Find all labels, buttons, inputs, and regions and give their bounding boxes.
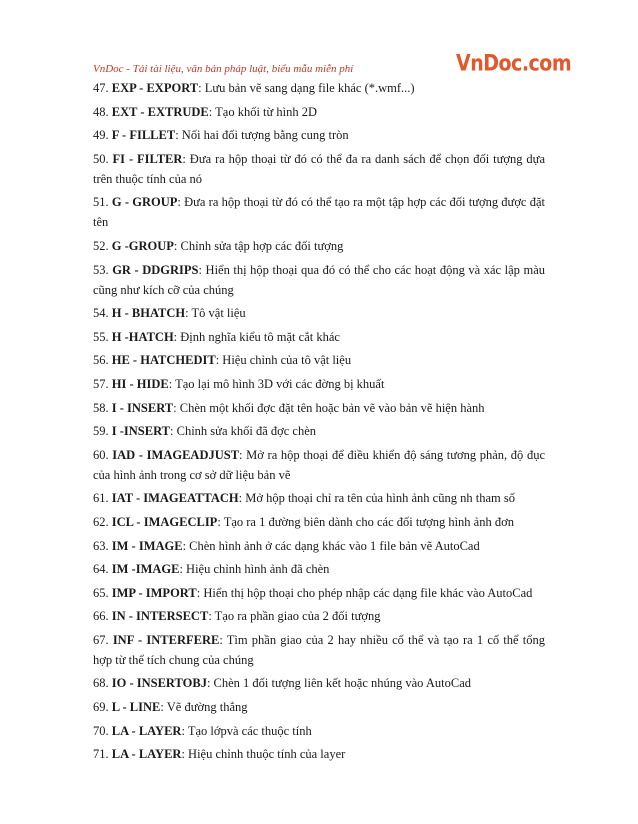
entry-number: 59. <box>93 424 109 439</box>
command-description: : Nối hai đối tượng bằng cung tròn <box>175 128 349 143</box>
command-entry <box>93 559 545 579</box>
entry-number: 57. <box>93 376 109 391</box>
command-name: IO - INSERTOBJ <box>111 676 207 691</box>
vndoc-logo[interactable]: VnDoc.com <box>456 51 572 77</box>
entry-number: 51. <box>93 195 109 210</box>
command-name: IM -IMAGE <box>111 562 180 577</box>
command-name: I -INSERT <box>111 424 171 439</box>
entry-number: 48. <box>93 104 109 119</box>
entry-number: 69. <box>93 700 109 715</box>
entry-number: 68. <box>93 676 109 691</box>
entry-number: 47. <box>93 81 109 95</box>
command-description: : Hiển thị hộp thoại cho phép nhập các dạng file khác vào AutoCad <box>196 585 533 600</box>
command-name: IAT - IMAGEATTACH <box>111 491 239 506</box>
command-entry <box>93 744 545 764</box>
command-description: : Chèn hình ảnh ở các dạng khác vào 1 file bản vẽ AutoCad <box>182 538 480 553</box>
command-entry <box>93 512 545 532</box>
command-description: : Mở hộp thoại chỉ ra tên của hình ảnh cũng nh tham số <box>238 491 515 506</box>
command-entry <box>93 350 545 370</box>
command-name: INF - INTERFERE <box>112 632 220 647</box>
command-entry <box>93 236 545 256</box>
command-description: : Chèn một khối đợc đặt tên hoặc bản vẽ vào bản vẽ hiện hành <box>173 400 485 415</box>
command-entry <box>93 192 545 232</box>
command-name: G - GROUP <box>111 195 178 210</box>
command-name: ICL - IMAGECLIP <box>111 514 218 529</box>
command-description: : Chỉnh sửa tập hợp các đối tượng <box>173 238 344 253</box>
command-entry <box>93 149 545 189</box>
command-description: : Chèn 1 đối tượng liên kết hoặc nhúng vào AutoCad <box>206 676 471 691</box>
entry-number: 54. <box>93 306 109 321</box>
command-entry <box>93 673 545 693</box>
command-description: : Lưu bản vẽ sang dạng file khác (*.wmf...) <box>198 81 415 95</box>
command-description: : Hiển thị hộp thoại qua đó có thể cho các hoạt động và xác lập màu cũng như kích cỡ của chúng <box>93 262 546 297</box>
entry-number: 55. <box>93 329 109 344</box>
command-name: HI - HIDE <box>111 376 169 391</box>
command-name: LA - LAYER <box>111 747 182 762</box>
command-name: H - BHATCH <box>111 306 186 321</box>
command-entry <box>93 630 545 670</box>
command-name: IMP - IMPORT <box>111 585 197 600</box>
command-name: FI - FILTER <box>112 151 183 166</box>
command-entry <box>93 374 545 394</box>
command-entry <box>93 125 545 145</box>
entry-number: 67. <box>93 632 109 647</box>
command-name: IM - IMAGE <box>111 538 183 553</box>
entry-number: 70. <box>93 723 109 738</box>
entry-number: 53. <box>93 262 109 277</box>
command-entry <box>93 303 545 323</box>
command-entry <box>93 445 545 485</box>
command-list <box>93 78 545 768</box>
command-entry <box>93 102 545 122</box>
command-description: : Tạo ra phần giao của 2 đối tượng <box>208 609 381 624</box>
command-entry <box>93 606 545 626</box>
entry-number: 56. <box>93 353 109 368</box>
entry-number: 58. <box>93 400 109 415</box>
command-description: : Tạo lại mô hình 3D với các đờng bị khuất <box>168 376 385 391</box>
entry-number: 49. <box>93 128 109 143</box>
command-entry <box>93 721 545 741</box>
command-description: : Đưa ra hộp thoại từ đó có thể tạo ra một tập hợp các đối tượng được đặt tên <box>93 195 545 230</box>
command-name: GR - DDGRIPS <box>112 262 199 277</box>
command-description: : Tạo khối từ hình 2D <box>208 104 318 119</box>
command-description: : Tạo lớpvà các thuộc tính <box>181 723 312 738</box>
command-name: HE - HATCHEDIT <box>111 353 216 368</box>
command-entry <box>93 260 545 300</box>
header-tagline: VnDoc - Tải tài liệu, văn bản pháp luật, biểu mẫu miễn phí <box>93 63 354 75</box>
command-name: I - INSERT <box>111 400 174 415</box>
command-description: : Vẽ đường thẳng <box>160 700 248 715</box>
entry-number: 52. <box>93 238 109 253</box>
command-entry <box>93 488 545 508</box>
command-description: : Đưa ra hộp thoại từ đó có thể đa ra danh sách để chọn đối tượng dựa trên thuộc tính của nó <box>93 151 545 186</box>
entry-number: 66. <box>93 609 109 624</box>
entry-number: 60. <box>93 447 109 462</box>
entry-number: 61. <box>93 491 109 506</box>
command-name: IN - INTERSECT <box>111 609 209 624</box>
command-name: G -GROUP <box>111 238 174 253</box>
command-entry <box>93 583 545 603</box>
entry-number: 65. <box>93 585 109 600</box>
entry-number: 71. <box>93 747 109 762</box>
command-name: EXT - EXTRUDE <box>111 104 209 119</box>
entry-number: 50. <box>93 151 109 166</box>
entry-number: 64. <box>93 562 109 577</box>
command-name: LA - LAYER <box>111 723 182 738</box>
command-description: : Tìm phần giao của 2 hay nhiều cố thể và tạo ra 1 cố thể tổng hợp từ thể tích chung của chúng <box>93 632 545 667</box>
entry-number: 63. <box>93 538 109 553</box>
command-description: : Mở ra hộp thoại để điều khiển độ sáng tương phản, độ đục của hình ảnh trong cơ sở dữ liệu bản vẽ <box>93 447 546 482</box>
command-entry <box>93 697 545 717</box>
command-entry <box>93 536 545 556</box>
command-description: : Hiệu chỉnh của tô vật liệu <box>215 353 352 368</box>
command-name: H -HATCH <box>111 329 174 344</box>
entry-number: 62. <box>93 514 109 529</box>
command-entry <box>93 398 545 418</box>
command-description: : Hiệu chỉnh hình ảnh đã chèn <box>179 562 330 577</box>
command-name: F - FILLET <box>111 128 176 143</box>
command-name: L - LINE <box>111 700 161 715</box>
command-name: EXP - EXPORT <box>111 81 199 95</box>
command-name: IAD - IMAGEADJUST <box>112 447 240 462</box>
command-entry <box>93 421 545 441</box>
command-description: : Tạo ra 1 đường biên dành cho các đối tượng hình ảnh đơn <box>217 514 514 529</box>
command-description: : Chỉnh sửa khối đã đợc chèn <box>170 424 317 439</box>
command-entry <box>93 327 545 347</box>
command-description: : Hiệu chỉnh thuộc tính của layer <box>181 747 346 762</box>
command-description: : Định nghĩa kiểu tô mặt cắt khác <box>173 329 340 344</box>
command-entry <box>93 78 545 98</box>
command-description: : Tô vật liệu <box>185 306 246 321</box>
